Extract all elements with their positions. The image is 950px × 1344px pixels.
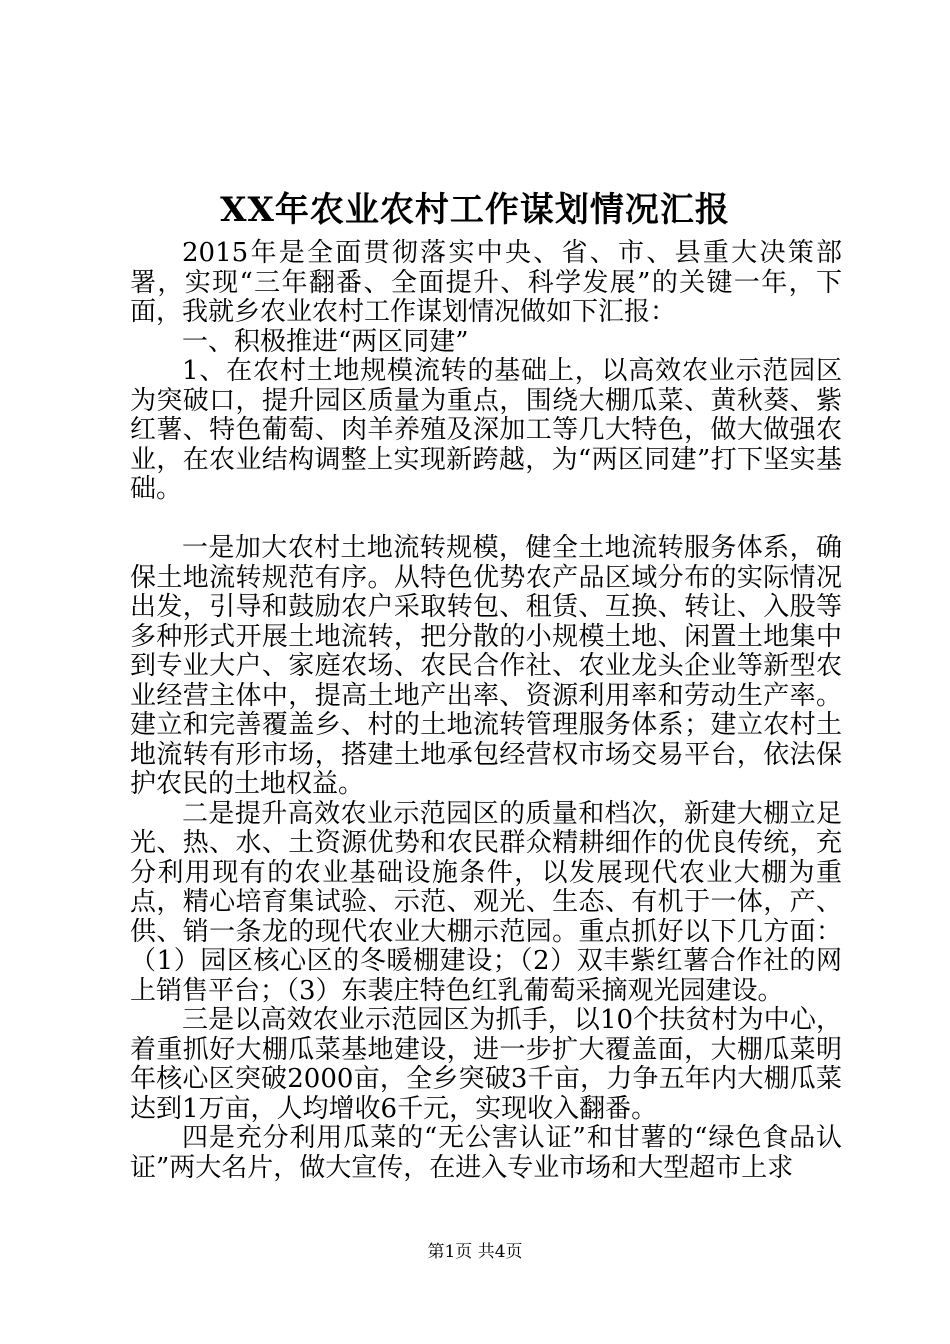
document-title: XX年农业农村工作谋划情况汇报 xyxy=(220,190,730,230)
section-heading: 一、积极推进“两区同建” xyxy=(182,326,469,357)
document-body xyxy=(130,239,842,1183)
paragraph-item-1: 1、在农村土地规模流转的基础上，以高效农业示范园区为突破口，提升园区质量为重点，围绕大棚瓜菜、黄秋葵、紫红薯、特色葡萄、肉羊养殖及深加工等几大特色，做大做强农业，在农业结构调整上实现新跨越，为“两区同建”打下坚实基础。 xyxy=(130,356,842,504)
page-footer: 第1页 共4页 xyxy=(427,1242,523,1262)
paragraph-intro: 2015年是全面贯彻落实中央、省、市、县重大决策部署，实现“三年翻番、全面提升、科学发展”的关键一年，下面，我就乡农业农村工作谋划情况做如下汇报： xyxy=(130,238,842,327)
paragraph-point-3: 三是以高效农业示范园区为抓手，以10个扶贫村为中心，着重抓好大棚瓜菜基地建设，进一步扩大覆盖面，大棚瓜菜明年核心区突破2000亩，全乡突破3千亩，力争五年内大棚瓜菜达到1万亩，人均增收6千元，实现收入翻番。 xyxy=(130,1005,842,1124)
paragraph-spacer xyxy=(130,505,842,535)
paragraph-point-1: 一是加大农村土地流转规模，健全土地流转服务体系，确保土地流转规范有序。从特色优势农产品区域分布的实际情况出发，引导和鼓励农户采取转包、租赁、互换、转让、入股等多种形式开展土地流转，把分散的小规模土地、闲置土地集中到专业大户、家庭农场、农民合作社、农业龙头企业等新型农业经营主体中，提高土地产出率、资源利用率和劳动生产率。建立和完善覆盖乡、村的土地流转管理服务体系；建立农村土地流转有形市场，搭建土地承包经营权市场交易平台，依法保护农民的土地权益。 xyxy=(130,533,842,799)
paragraph-point-2: 二是提升高效农业示范园区的质量和档次，新建大棚立足光、热、水、土资源优势和农民群众精耕细作的优良传统，充分利用现有的农业基础设施条件，以发展现代农业大棚为重点，精心培育集试验、示范、观光、生态、有机于一体，产、供、销一条龙的现代农业大棚示范园。重点抓好以下几方面：（1）园区核心区的冬暖棚建设；（2）双丰紫红薯合作社的网上销售平台；（3）东裴庄特色红乳葡萄采摘观光园建设。 xyxy=(130,798,842,1006)
paragraph-point-4: 四是充分利用瓜菜的“无公害认证”和甘薯的“绿色食品认证”两大名片，做大宣传，在进入专业市场和大型超市上求 xyxy=(130,1123,842,1183)
